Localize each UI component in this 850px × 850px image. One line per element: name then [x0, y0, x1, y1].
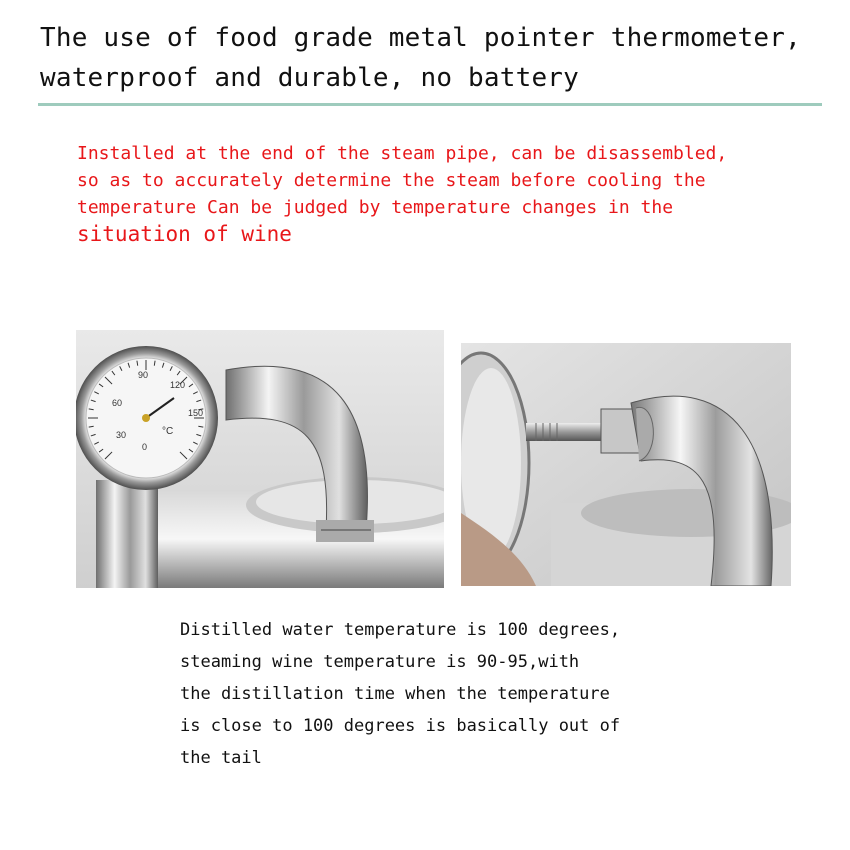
temperature-note-line: Distilled water temperature is 100 degrees,	[180, 620, 621, 640]
gauge-tick-label: 150	[188, 408, 204, 418]
gauge-tick-label: 30	[116, 430, 127, 440]
temperature-note-line: is close to 100 degrees is basically out of	[180, 716, 621, 736]
installation-note-line: Installed at the end of the steam pipe, can be disassembled,	[77, 143, 728, 164]
temperature-note-line: the distillation time when the temperature	[180, 684, 610, 704]
thermometer-installation-photo	[461, 343, 791, 586]
page-title	[40, 18, 840, 98]
gauge-tick-label: 90	[138, 370, 149, 380]
installation-note-line: so as to accurately determine the steam before cooling the	[77, 170, 706, 191]
title-line-2: waterproof and durable, no battery	[40, 63, 580, 93]
installation-note-line: temperature Can be judged by temperature changes in the	[77, 197, 674, 218]
gauge-unit-label: °C	[162, 426, 174, 437]
thermometer-on-pipe-photo	[76, 330, 444, 588]
temperature-note-line: the tail	[180, 748, 262, 768]
gauge-tick-label: 0	[142, 442, 148, 452]
gauge-tick-label: 120	[170, 380, 186, 390]
temperature-note-line: steaming wine temperature is 90-95,with	[180, 652, 580, 672]
installation-note-line: situation of wine	[77, 222, 292, 246]
title-line-1: The use of food grade metal pointer thermometer,	[40, 23, 801, 53]
installation-note	[77, 140, 817, 248]
title-divider	[38, 103, 822, 106]
temperature-note	[180, 614, 780, 774]
gauge-tick-label: 60	[112, 398, 123, 408]
